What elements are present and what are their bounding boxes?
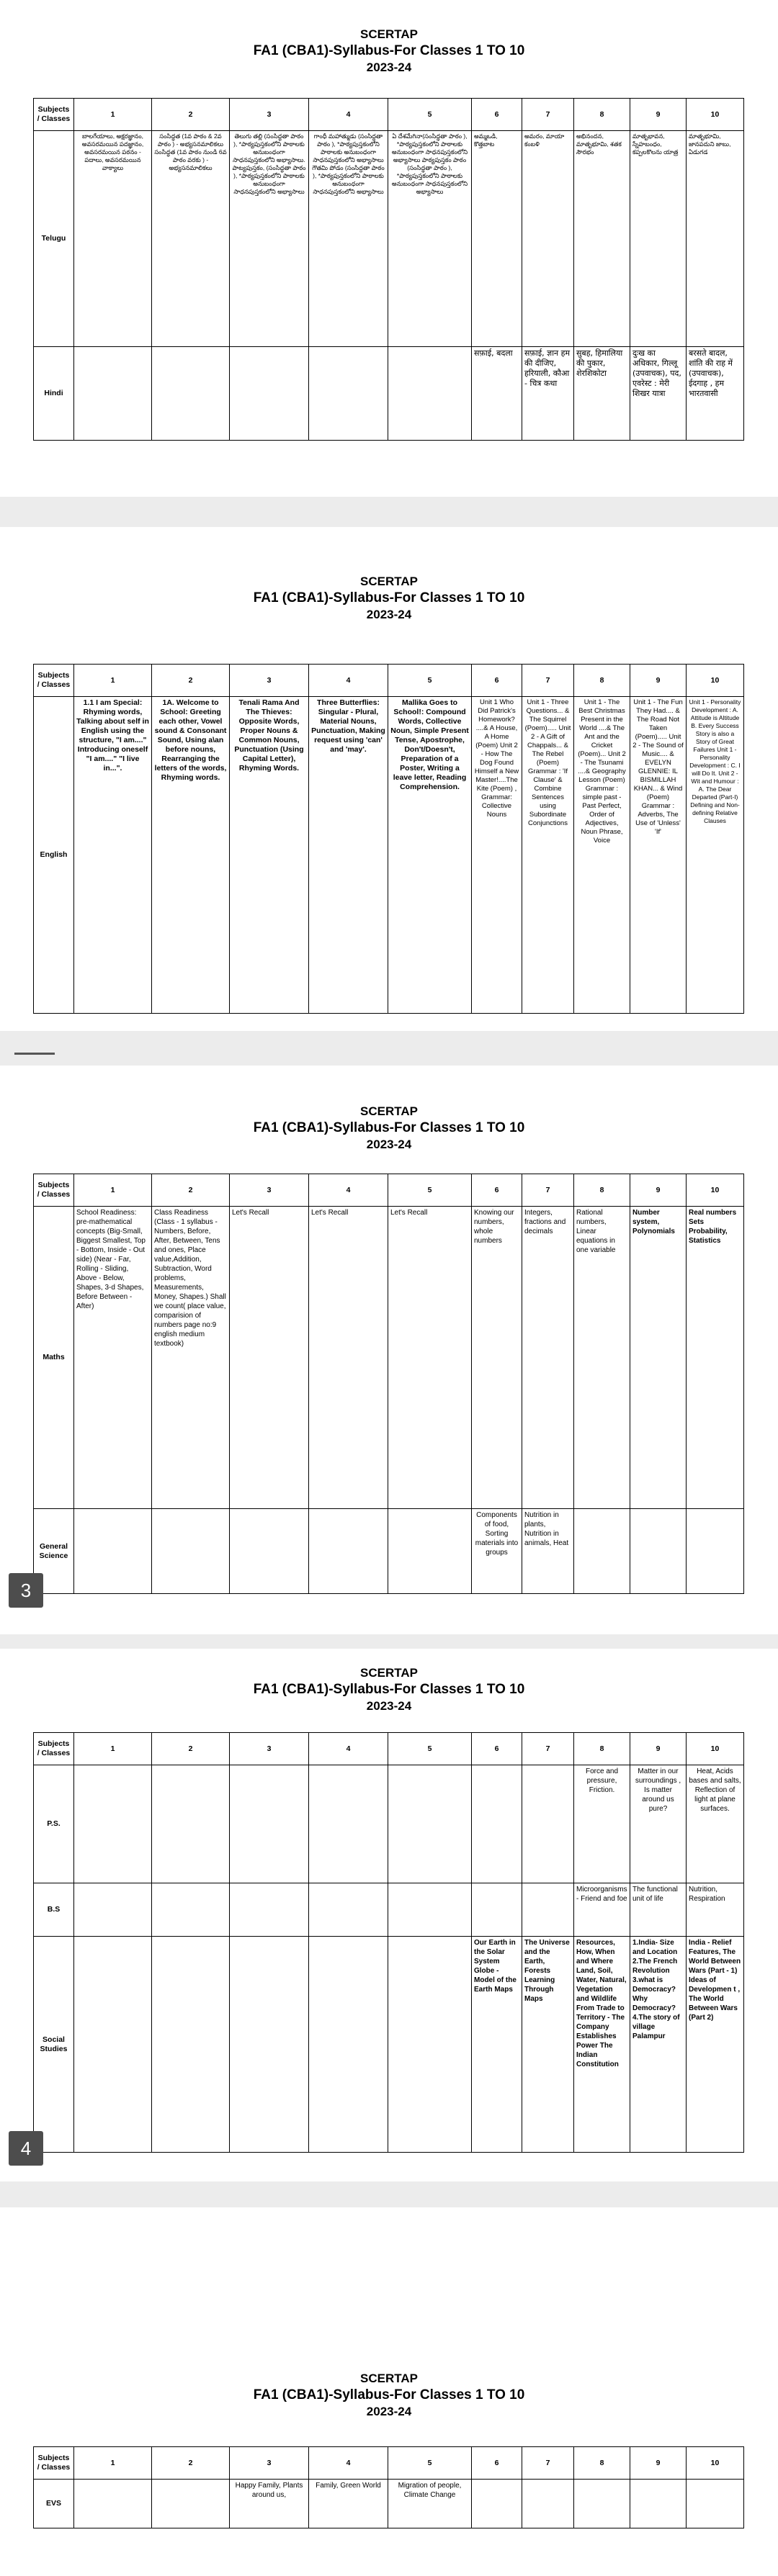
table-cell: Integers, fractions and decimals xyxy=(522,1207,574,1509)
table-cell: School Readiness: pre-mathematical concepts (Big-Small, Biggest Smallest, Top - Bottom, Inside - Out side) (Near - Far, Rolling - Sliding, Above - Below, Shapes, 3-d Shapes, Before Between - After) xyxy=(74,1207,152,1509)
page-header xyxy=(0,0,778,76)
col-head: 2 xyxy=(152,1174,230,1207)
table-cell: Components of food, Sorting materials into groups xyxy=(472,1509,522,1594)
col-head: 9 xyxy=(630,665,687,697)
col-head: Subjects / Classes xyxy=(34,665,74,697)
table-cell: Happy Family, Plants around us, xyxy=(230,2480,309,2528)
table-cell xyxy=(152,2480,230,2528)
table-cell: 1.India- Size and Location 2.The French Revolution 3.what is Democracy? Why Democracy? 4.The story of village Palampur xyxy=(630,1937,687,2153)
page-2 xyxy=(0,527,778,1031)
table-cell: Tenali Rama And The Thieves: Opposite Words, Proper Nouns & Common Nouns, Punctuation (Using Capital Letter), Rhyming Words. xyxy=(230,697,309,1014)
doc-title: FA1 (CBA1)-Syllabus-For Classes 1 TO 10 xyxy=(253,43,525,58)
table-cell xyxy=(152,347,230,441)
header-row xyxy=(34,1174,744,1207)
page-5 xyxy=(0,2207,778,2576)
page-4 xyxy=(0,1649,778,2181)
page-header xyxy=(0,2207,778,2420)
table-cell: బాలగేయాలు, అక్షరజ్ఞానం, అవసరమయిన పదజ్ఞానం, అవసరమయిన పఠనం - పదాలు, అవసరమయిన వాక్యాలు xyxy=(74,131,152,347)
col-head: 7 xyxy=(522,1733,574,1765)
table-cell: Heat, Acids bases and salts, Reflection of light at plane surfaces. xyxy=(687,1765,744,1883)
subject-label: Hindi xyxy=(34,347,74,441)
header-row xyxy=(34,665,744,697)
col-head: 6 xyxy=(472,1733,522,1765)
col-head: 8 xyxy=(574,99,630,131)
syllabus-table xyxy=(33,664,744,1014)
table-cell: Number system, Polynomials xyxy=(630,1207,687,1509)
subject-label: EVS xyxy=(34,2480,74,2528)
table-cell xyxy=(522,1883,574,1937)
col-head: 4 xyxy=(309,99,388,131)
col-head: 3 xyxy=(230,1174,309,1207)
col-head: 1 xyxy=(74,99,152,131)
academic-year: 2023-24 xyxy=(366,1138,412,1151)
table-cell: తెలుగు తల్లి (సంసిద్ధతా పాఠం ), *పాఠ్యపుస్తకంలోని పాఠాలకు అనుబంధంగా సాధనపుస్తకంలోని అభ్యాసాలు. పాట్యపుస్తకం, (సంసిద్ధతా పాఠం ), *పాఠ్యపుస్తకంలోని పాఠాలకు అనుబంధంగా సాధనపుస్తకంలోని అభ్యాసాలు xyxy=(230,131,309,347)
table-row xyxy=(34,1765,744,1883)
table-cell xyxy=(309,1883,388,1937)
table-cell: Unit 1 - The Fun They Had.... & The Road Not Taken (Poem)..... Unit 2 - The Sound of Music.... & EVELYN GLENNIE: IL BISMILLAH KHAN... & Wind (Poem) Grammar : Adverbs, The Use of 'Unless' 'If' xyxy=(630,697,687,1014)
col-head: 8 xyxy=(574,665,630,697)
table-cell: Family, Green World xyxy=(309,2480,388,2528)
table-cell xyxy=(230,1765,309,1883)
table-cell xyxy=(388,1937,472,2153)
table-cell xyxy=(230,1937,309,2153)
table-cell: Unit 1 - Personality Development : A. Attitude is Altitude B. Every Success Story is also a Story of Great Failures Unit 1 - Personality Development : C. I will Do It. Unit 2 - Wit and Humour : A. The Dear Departed (Part-I) Defining and Non-defining Relative Clauses xyxy=(687,697,744,1014)
table-cell: India - Relief Features, The World Between Wars (Part - 1) Ideas of Developmen t , The World Between Wars (Part 2) xyxy=(687,1937,744,2153)
page-number-badge: 4 xyxy=(9,2131,43,2166)
page-number-badge: 3 xyxy=(9,1573,43,1608)
subject-label: B.S xyxy=(34,1883,74,1937)
col-head: Subjects / Classes xyxy=(34,99,74,131)
table-row xyxy=(34,1883,744,1937)
table-row xyxy=(34,131,744,347)
col-head: 5 xyxy=(388,1733,472,1765)
table-cell xyxy=(74,1937,152,2153)
academic-year: 2023-24 xyxy=(366,2405,412,2418)
col-head: 6 xyxy=(472,2447,522,2480)
table-cell xyxy=(152,1509,230,1594)
separator-dash xyxy=(14,1053,55,1055)
col-head: 5 xyxy=(388,2447,472,2480)
table-cell: మాతృభావన, స్నేహబంధం, కప్పలకొలను యాత్ర xyxy=(630,131,687,347)
table-cell xyxy=(309,1937,388,2153)
table-cell xyxy=(230,347,309,441)
doc-title: FA1 (CBA1)-Syllabus-For Classes 1 TO 10 xyxy=(253,590,525,605)
table-cell: అమ్మఒడి, కొత్తబాట xyxy=(472,131,522,347)
org-name: SCERTAP xyxy=(360,27,418,41)
academic-year: 2023-24 xyxy=(366,608,412,621)
table-row xyxy=(34,697,744,1014)
col-head: 4 xyxy=(309,2447,388,2480)
doc-title: FA1 (CBA1)-Syllabus-For Classes 1 TO 10 xyxy=(253,1682,525,1697)
col-head: 9 xyxy=(630,2447,687,2480)
col-head: 4 xyxy=(309,665,388,697)
academic-year: 2023-24 xyxy=(366,1699,412,1713)
page-header xyxy=(0,1066,778,1153)
table-cell xyxy=(230,1509,309,1594)
subject-label: Maths xyxy=(34,1207,74,1509)
table-row xyxy=(34,347,744,441)
table-cell xyxy=(309,1765,388,1883)
table-cell: Mallika Goes to School!: Compound Words, Collective Noun, Simple Present Tense, Apostrophe, Don't/Doesn't, Preparation of a Poster, Writing a leave letter, Reading Comprehension. xyxy=(388,697,472,1014)
table-cell: Three Butterflies: Singular - Plural, Material Nouns, Punctuation, Making request using 'can' and 'may'. xyxy=(309,697,388,1014)
table-cell xyxy=(388,1509,472,1594)
col-head: 5 xyxy=(388,665,472,697)
col-head: 2 xyxy=(152,99,230,131)
col-head: Subjects / Classes xyxy=(34,1733,74,1765)
table-cell: Real numbers Sets Probability, Statistics xyxy=(687,1207,744,1509)
col-head: 3 xyxy=(230,2447,309,2480)
table-cell xyxy=(388,347,472,441)
table-cell xyxy=(74,347,152,441)
table-cell: सफ़ाई, ज्ञान हम की दीजिए, हरियाली, कौआ - चित्र कथा xyxy=(522,347,574,441)
col-head: 3 xyxy=(230,1733,309,1765)
table-cell: Nutrition in plants, Nutrition in animals, Heat xyxy=(522,1509,574,1594)
table-cell: Our Earth in the Solar System Globe - Model of the Earth Maps xyxy=(472,1937,522,2153)
doc-title: FA1 (CBA1)-Syllabus-For Classes 1 TO 10 xyxy=(253,1120,525,1135)
subject-label: P.S. xyxy=(34,1765,74,1883)
table-cell xyxy=(522,2480,574,2528)
table-cell: सफ़ाई, बदला xyxy=(472,347,522,441)
col-head: 10 xyxy=(687,1733,744,1765)
col-head: 7 xyxy=(522,2447,574,2480)
syllabus-table xyxy=(33,1174,744,1594)
table-cell: Unit 1 - The Best Christmas Present in the World ....& The Ant and the Cricket (Poem)... Unit 2 - The Tsunami ....& Geography Lesson (Poem) Grammar : simple past - Past Perfect, Order of Adjectives, Noun Phrase, Voice xyxy=(574,697,630,1014)
col-head: 10 xyxy=(687,2447,744,2480)
col-head: 1 xyxy=(74,2447,152,2480)
header-row xyxy=(34,99,744,131)
table-cell: Class Readiness (Class - 1 syllabus - Numbers, Before, After, Between, Tens and ones, Place value,Addition, Subtraction, Word problems, Measurements, Money, Shapes.) Shall we count( place value, comparision of numbers page no:9 english medium textbook) xyxy=(152,1207,230,1509)
table-cell: ఏ దేశమేగినా(సంసిద్ధతా పాఠం ), *పాఠ్యపుస్తకంలోని పాఠాలకు అనుబంధంగా సాధనపుస్తకంలోని అభ్యాసాలు పాఠ్యపుస్తకం పాఠం (సంసిద్ధతా పాఠం ), *పాఠ్యపుస్తకంలోని పాఠాలకు అనుబంధంగా సాధనపుస్తకంలోని అభ్యాసాలు xyxy=(388,131,472,347)
col-head: 10 xyxy=(687,1174,744,1207)
col-head: 5 xyxy=(388,99,472,131)
table-cell: గాంధీ మహాత్ముడు (సంసిద్ధతా పాఠం ), *పాఠ్యపుస్తకంలోని పాఠాలకు అనుబంధంగా సాధనపుస్తకంలోని అభ్యాసాలు గౌతమి పోడం (సంసిద్ధతా పాఠం ), *పాఠ్యపుస్తకంలోని పాఠాలకు అనుబంధంగా సాధనపుస్తకంలోని అభ్యాసాలు xyxy=(309,131,388,347)
table-cell xyxy=(687,2480,744,2528)
table-cell xyxy=(472,1765,522,1883)
header-row xyxy=(34,1733,744,1765)
table-cell xyxy=(152,1765,230,1883)
table-cell: Migration of people, Climate Change xyxy=(388,2480,472,2528)
col-head: 6 xyxy=(472,1174,522,1207)
table-cell xyxy=(74,1509,152,1594)
doc-title: FA1 (CBA1)-Syllabus-For Classes 1 TO 10 xyxy=(253,2387,525,2402)
col-head: 9 xyxy=(630,1174,687,1207)
col-head: 1 xyxy=(74,665,152,697)
table-cell xyxy=(574,2480,630,2528)
table-cell: The Universe and the Earth, Forests Learning Through Maps xyxy=(522,1937,574,2153)
table-cell: Matter in our surroundings , Is matter around us pure? xyxy=(630,1765,687,1883)
table-cell: Resources, How, When and Where Land, Soil, Water, Natural, Vegetation and Wildlife From Trade to Territory - The Company Establishes Power The Indian Constitution xyxy=(574,1937,630,2153)
table-cell: Nutrition, Respiration xyxy=(687,1883,744,1937)
table-cell: 1A. Welcome to School: Greeting each other, Vowel sound & Consonant Sound, Using a\an before nouns, Rearranging the letters of the words, Rhyming words. xyxy=(152,697,230,1014)
table-cell xyxy=(309,1509,388,1594)
col-head: 3 xyxy=(230,99,309,131)
col-head: 2 xyxy=(152,665,230,697)
subject-label: General Science xyxy=(34,1509,74,1594)
table-cell xyxy=(230,1883,309,1937)
syllabus-table xyxy=(33,98,744,441)
page-3 xyxy=(0,1066,778,1634)
col-head: 2 xyxy=(152,2447,230,2480)
table-cell: మాతృభూమి, జానపదుని జాబు, ఏడుగడ xyxy=(687,131,744,347)
table-cell xyxy=(74,2480,152,2528)
col-head: 8 xyxy=(574,1174,630,1207)
col-head: 7 xyxy=(522,665,574,697)
col-head: 9 xyxy=(630,99,687,131)
table-cell: Let's Recall xyxy=(309,1207,388,1509)
table-cell: Rational numbers, Linear equations in one variable xyxy=(574,1207,630,1509)
table-cell: बरसते बादल, शांति की राह में (उपवाचक), ईदगाह , हम भारतवासी xyxy=(687,347,744,441)
page-header xyxy=(0,1649,778,1714)
col-head: 10 xyxy=(687,665,744,697)
table-cell xyxy=(522,1765,574,1883)
subject-label: Social Studies xyxy=(34,1937,74,2153)
col-head: 9 xyxy=(630,1733,687,1765)
col-head: 3 xyxy=(230,665,309,697)
col-head: 7 xyxy=(522,99,574,131)
table-cell: Force and pressure, Friction. xyxy=(574,1765,630,1883)
col-head: 2 xyxy=(152,1733,230,1765)
col-head: Subjects / Classes xyxy=(34,1174,74,1207)
page-header xyxy=(0,527,778,623)
table-cell xyxy=(630,2480,687,2528)
table-cell: दुःख का अधिकार, गिल्लू (उपवाचक), पद, एवरेस्ट : मेरी शिखर यात्रा xyxy=(630,347,687,441)
col-head: 6 xyxy=(472,665,522,697)
table-cell: Let's Recall xyxy=(388,1207,472,1509)
academic-year: 2023-24 xyxy=(366,60,412,74)
table-row xyxy=(34,1509,744,1594)
table-cell: అమరం, మాయా కంబళి xyxy=(522,131,574,347)
col-head: 5 xyxy=(388,1174,472,1207)
table-cell: The functional unit of life xyxy=(630,1883,687,1937)
table-cell xyxy=(687,1509,744,1594)
col-head: Subjects / Classes xyxy=(34,2447,74,2480)
table-cell: Let's Recall xyxy=(230,1207,309,1509)
col-head: 8 xyxy=(574,2447,630,2480)
col-head: 1 xyxy=(74,1174,152,1207)
col-head: 4 xyxy=(309,1733,388,1765)
table-cell: सुबह, हिमालिया की पुकार, शेरशिकोटा xyxy=(574,347,630,441)
col-head: 7 xyxy=(522,1174,574,1207)
table-row xyxy=(34,2480,744,2528)
org-name: SCERTAP xyxy=(360,1104,418,1118)
table-cell: Unit 1 Who Did Patrick's Homework? ....& A House, A Home (Poem) Unit 2 - How The Dog Found Himself a New Master!....The Kite (Poem) , Grammar: Collective Nouns xyxy=(472,697,522,1014)
table-cell xyxy=(472,2480,522,2528)
org-name: SCERTAP xyxy=(360,1666,418,1680)
table-cell xyxy=(472,1883,522,1937)
table-cell xyxy=(388,1765,472,1883)
table-cell xyxy=(152,1937,230,2153)
table-cell xyxy=(388,1883,472,1937)
subject-label: English xyxy=(34,697,74,1014)
page-1 xyxy=(0,0,778,497)
org-name: SCERTAP xyxy=(360,2372,418,2385)
table-cell xyxy=(309,347,388,441)
table-row xyxy=(34,1207,744,1509)
table-cell xyxy=(74,1883,152,1937)
table-cell: Unit 1 - Three Questions... & The Squirrel (Poem)..... Unit 2 - A Gift of Chappals... & The Rebel (Poem) Grammar : 'If Clause' & Combine Sentences using Subordinate Conjunctions xyxy=(522,697,574,1014)
table-cell: సంసిద్ధత (1వ పాఠం & 2వ పాఠం ) - అభ్యసనమాలికలు సంసిద్ధత (1వ పాఠం నుండి 6వ పాఠం వరకు ) - అభ్యసనమాలికలు xyxy=(152,131,230,347)
table-cell: 1.1 I am Special: Rhyming words, Talking about self in English using the structure, "I am...." Introducing oneself "I am...." "I live in...". xyxy=(74,697,152,1014)
col-head: 4 xyxy=(309,1174,388,1207)
table-cell xyxy=(630,1509,687,1594)
table-cell xyxy=(574,1509,630,1594)
col-head: 6 xyxy=(472,99,522,131)
subject-label: Telugu xyxy=(34,131,74,347)
table-cell xyxy=(152,1883,230,1937)
table-row xyxy=(34,1937,744,2153)
org-name: SCERTAP xyxy=(360,575,418,588)
table-cell: Knowing our numbers, whole numbers xyxy=(472,1207,522,1509)
col-head: 8 xyxy=(574,1733,630,1765)
table-cell: అభినందన, మాతృభూమి, శతక సౌరభం xyxy=(574,131,630,347)
header-row xyxy=(34,2447,744,2480)
col-head: 10 xyxy=(687,99,744,131)
table-cell xyxy=(74,1765,152,1883)
syllabus-table xyxy=(33,2446,744,2528)
syllabus-table xyxy=(33,1732,744,2153)
col-head: 1 xyxy=(74,1733,152,1765)
table-cell: Microorganisms - Friend and foe xyxy=(574,1883,630,1937)
